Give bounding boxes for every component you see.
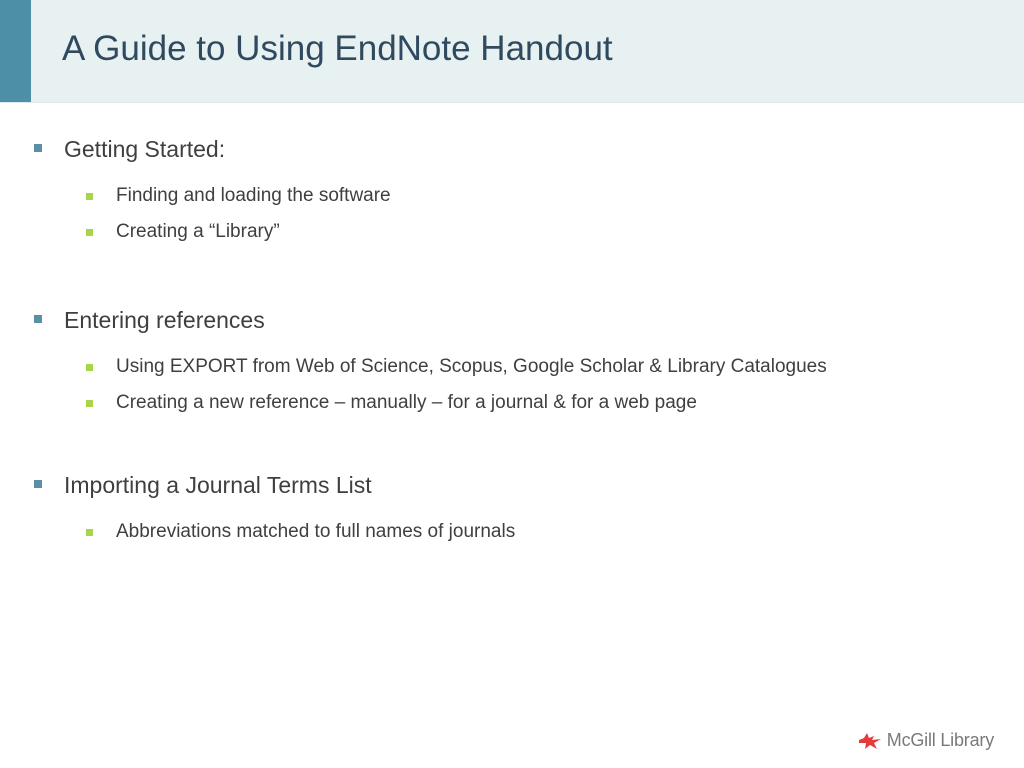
bullet-square-icon <box>34 144 42 152</box>
bullet-square-icon <box>34 315 42 323</box>
martlet-bird-icon <box>858 731 882 751</box>
sub-bullet-square-icon <box>86 364 93 371</box>
sub-bullet-square-icon <box>86 193 93 200</box>
list-item: Finding and loading the software <box>116 185 391 206</box>
list-item: Creating a new reference – manually – for a journal & for a web page <box>116 392 697 413</box>
sub-bullet-square-icon <box>86 400 93 407</box>
section-heading-getting-started: Getting Started: <box>64 136 226 162</box>
bullet-square-icon <box>34 480 42 488</box>
sub-bullet-square-icon <box>86 529 93 536</box>
list-item: Creating a “Library” <box>116 221 280 242</box>
section-heading-importing-journal-terms: Importing a Journal Terms List <box>64 472 372 498</box>
list-item: Using EXPORT from Web of Science, Scopus, Google Scholar & Library Catalogues <box>116 356 827 377</box>
mcgill-library-logo <box>858 730 994 751</box>
sub-bullet-square-icon <box>86 229 93 236</box>
list-item: Abbreviations matched to full names of journals <box>116 521 516 542</box>
logo-text: McGill Library <box>886 730 994 750</box>
slide-title: A Guide to Using EndNote Handout <box>62 29 613 68</box>
section-heading-entering-references: Entering references <box>64 307 265 333</box>
